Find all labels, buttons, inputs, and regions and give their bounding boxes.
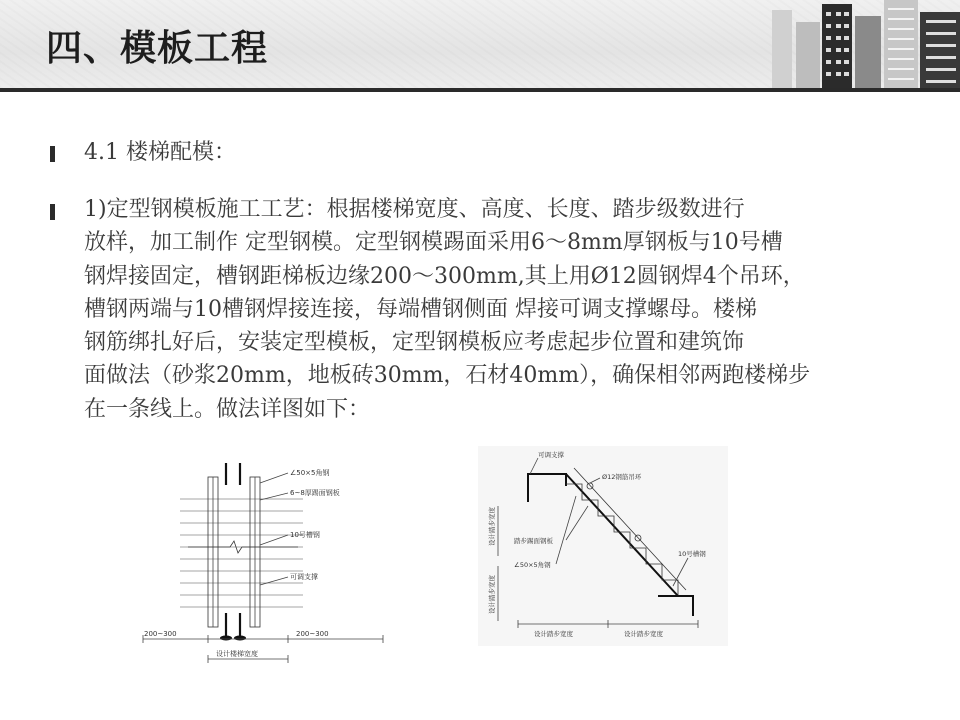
dim-left: 200~300 [144, 630, 177, 638]
stair-section-figure [478, 446, 728, 646]
section-heading: 4.1 楼梯配模： [84, 140, 236, 165]
bullet-marker [50, 204, 55, 220]
paragraph-line: 在一条线上。做法详图如下： [84, 396, 371, 422]
buildings-graphic [760, 0, 960, 88]
dim-right: 200~300 [296, 630, 329, 638]
label-riser-plate: 6~8厚踢面钢板 [290, 489, 340, 497]
label-angle-steel: ∠50×5角钢 [514, 561, 551, 569]
label-vertical-top: 设计踏步宽度 [488, 507, 496, 546]
label-angle-steel: ∠50×5角钢 [290, 469, 330, 477]
paragraph-line: 面做法（砂浆20mm，地板砖30mm，石材40mm），确保相邻两跑楼梯步 [84, 363, 811, 389]
stair-plan-figure [138, 455, 388, 667]
label-channel-steel: 10号槽钢 [678, 550, 706, 558]
dim-stair-width: 设计楼梯宽度 [216, 650, 258, 658]
paragraph-line: 钢筋绑扎好后，安装定型模板，定型钢模板应考虑起步位置和建筑饰 [84, 330, 745, 356]
page-title: 四、模板工程 [46, 28, 269, 69]
bullet-marker [50, 146, 55, 162]
label-horizontal-left: 设计踏步宽度 [534, 630, 573, 638]
label-riser-plate: 踏步踢面钢板 [514, 537, 553, 545]
paragraph-line: 槽钢两端与10槽钢焊接连接，每端槽钢侧面 焊接可调支撑螺母。楼梯 [84, 296, 757, 322]
slide-header [0, 0, 960, 88]
label-lifting-ring: Ø12钢筋吊环 [602, 473, 642, 481]
body-paragraph [84, 193, 810, 426]
label-adjustable-support: 可调支撑 [538, 451, 564, 459]
paragraph-line: 1)定型钢模板施工工艺：根据楼梯宽度、高度、长度、踏步级数进行 [84, 197, 745, 222]
label-channel-steel: 10号槽钢 [290, 531, 320, 539]
paragraph-line: 钢焊接固定，槽钢距梯板边缘200～300mm,其上用Ø12圆钢焊4个吊环， [84, 263, 805, 289]
label-horizontal-right: 设计踏步宽度 [624, 630, 663, 638]
label-vertical-bottom: 设计踏步宽度 [488, 575, 496, 614]
header-divider [0, 88, 960, 92]
label-adjustable-support: 可调支撑 [290, 573, 318, 581]
paragraph-line: 放样，加工制作 定型钢模。定型钢模踢面采用6～8mm厚钢板与10号槽 [84, 230, 783, 256]
